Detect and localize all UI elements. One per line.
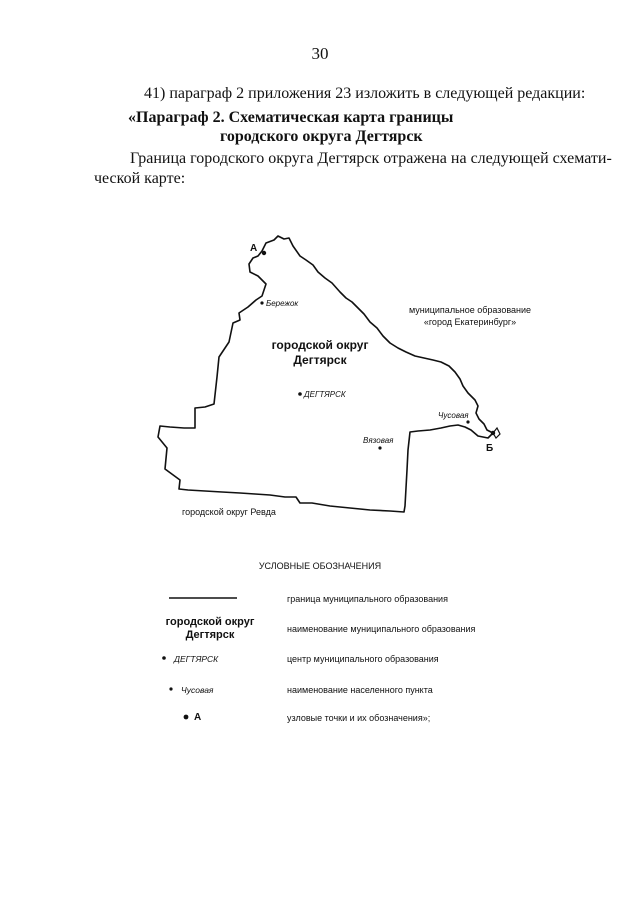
- legend-desc-boundary: граница муниципального образования: [287, 594, 448, 604]
- settlement-label-vyazovaya: Вязовая: [363, 436, 394, 445]
- paragraph-title-line1: «Параграф 2. Схематическая карта границы: [128, 109, 454, 126]
- legend-symbol-okrug-line1: городской округ: [165, 616, 255, 628]
- settlement-dot-chusovaya: [466, 420, 469, 423]
- legend-node-dot: [184, 715, 189, 720]
- paragraph-title-line2: городского округа Дегтярск: [220, 128, 423, 145]
- node-label-a: А: [250, 243, 258, 254]
- legend-center-dot: [162, 656, 166, 660]
- neighbor-ekb-line2: «город Екатеринбург»: [423, 317, 517, 327]
- page-number: 30: [311, 44, 329, 63]
- legend-desc-settlement: наименование населенного пункта: [287, 685, 433, 695]
- legend-symbol-node: А: [194, 712, 202, 723]
- node-label-b: Б: [486, 443, 494, 454]
- okrug-name-line2: Дегтярск: [293, 353, 347, 367]
- center-dot-degtyarsk: [298, 392, 302, 396]
- settlement-label-berezhok: Бережок: [266, 299, 299, 308]
- okrug-name-line1: городской округ: [271, 338, 369, 352]
- legend-symbol-okrug: [150, 616, 270, 642]
- settlement-dot-vyazovaya: [378, 446, 381, 449]
- legend-symbol-settlement: Чусовая: [181, 685, 214, 695]
- legend-settlement-dot: [169, 687, 172, 690]
- node-point-b: [491, 431, 495, 435]
- legend-symbol-okrug-line2: Дегтярск: [185, 629, 235, 641]
- legend-desc-node: узловые точки и их обозначения»;: [287, 713, 431, 723]
- municipal-boundary: [158, 236, 493, 512]
- center-label-degtyarsk: ДЕГТЯРСК: [304, 390, 346, 399]
- amendment-line: 41) параграф 2 приложения 23 изложить в следующей редакции:: [144, 85, 586, 102]
- legend-desc-okrug: наименование муниципального образования: [287, 624, 476, 634]
- neighbor-ekb-line1: муниципальное образование: [408, 305, 532, 315]
- settlement-label-chusovaya: Чусовая: [438, 411, 469, 420]
- node-point-a: [262, 251, 266, 255]
- legend-title: УСЛОВНЫЕ ОБОЗНАЧЕНИЯ: [258, 561, 382, 571]
- legend-desc-center: центр муниципального образования: [287, 654, 439, 664]
- settlement-dot-berezhok: [260, 301, 263, 304]
- intro-line1: Граница городского округа Дегтярск отражена на следующей схемати-: [130, 150, 612, 167]
- neighbor-revda: городской округ Ревда: [182, 507, 276, 517]
- legend-symbol-center: ДЕГТЯРСК: [174, 654, 219, 664]
- intro-line2: ческой карте:: [94, 170, 186, 187]
